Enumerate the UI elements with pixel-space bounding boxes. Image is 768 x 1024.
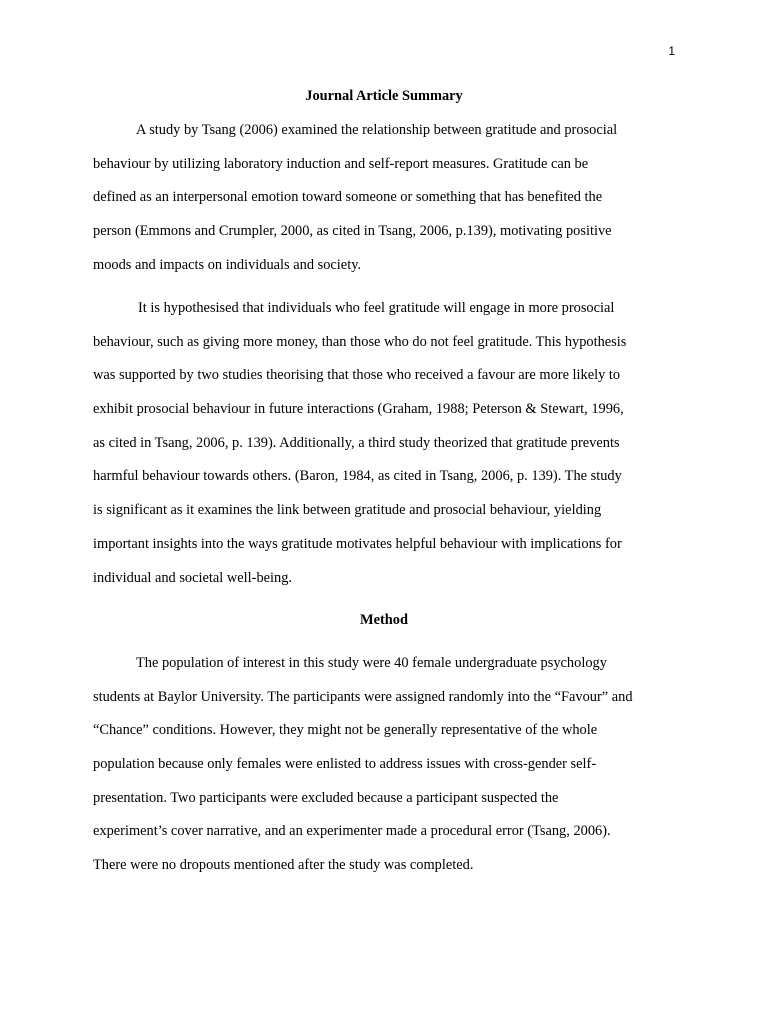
paragraph-line: students at Baylor University. The participants were assigned randomly into the “Favour” and xyxy=(93,688,633,705)
paragraph-line: “Chance” conditions. However, they might not be generally representative of the whole xyxy=(93,722,598,739)
paragraph-line: important insights into the ways gratitude motivates helpful behaviour with implications for xyxy=(93,535,622,552)
paragraph-line: A study by Tsang (2006) examined the relationship between gratitude and prosocial xyxy=(136,122,618,138)
paragraph-line: experiment’s cover narrative, and an experimenter made a procedural error (Tsang, 2006). xyxy=(93,823,611,840)
method-heading: Method xyxy=(360,612,408,628)
hypothesis-paragraph xyxy=(93,300,626,603)
paragraph-line: The population of interest in this study were 40 female undergraduate psychology xyxy=(136,655,607,671)
paragraph-line: harmful behaviour towards others. (Baron, 1984, as cited in Tsang, 2006, p. 139). The study xyxy=(93,468,622,485)
intro-paragraph xyxy=(93,122,617,290)
page-title: Journal Article Summary xyxy=(305,88,463,104)
paragraph-line: was supported by two studies theorising that those who received a favour are more likely to xyxy=(93,367,621,384)
page-number: 1 xyxy=(668,44,675,58)
paragraph-line: person (Emmons and Crumpler, 2000, as cited in Tsang, 2006, p.139), motivating positive xyxy=(93,223,612,240)
method-paragraph xyxy=(93,655,633,891)
paragraph-line: individual and societal well-being. xyxy=(93,569,293,586)
paragraph-line: as cited in Tsang, 2006, p. 139). Additionally, a third study theorized that gratitude prevents xyxy=(93,434,620,451)
paragraph-line: presentation. Two participants were excluded because a participant suspected the xyxy=(93,789,559,806)
paragraph-line: behaviour, such as giving more money, than those who do not feel gratitude. This hypothesis xyxy=(93,333,627,350)
paragraph-line: exhibit prosocial behaviour in future interactions (Graham, 1988; Peterson & Stewart, 1996, xyxy=(93,401,624,418)
paragraph-line: is significant as it examines the link between gratitude and prosocial behaviour, yielding xyxy=(93,502,602,519)
paragraph-line: There were no dropouts mentioned after the study was completed. xyxy=(93,857,474,874)
paragraph-line: defined as an interpersonal emotion toward someone or something that has benefited the xyxy=(93,189,603,206)
paragraph-line: moods and impacts on individuals and society. xyxy=(93,256,362,273)
paragraph-line: It is hypothesised that individuals who feel gratitude will engage in more prosocial xyxy=(138,300,615,316)
paragraph-line: population because only females were enlisted to address issues with cross-gender self- xyxy=(93,756,597,773)
paragraph-line: behaviour by utilizing laboratory induction and self-report measures. Gratitude can be xyxy=(93,155,589,172)
